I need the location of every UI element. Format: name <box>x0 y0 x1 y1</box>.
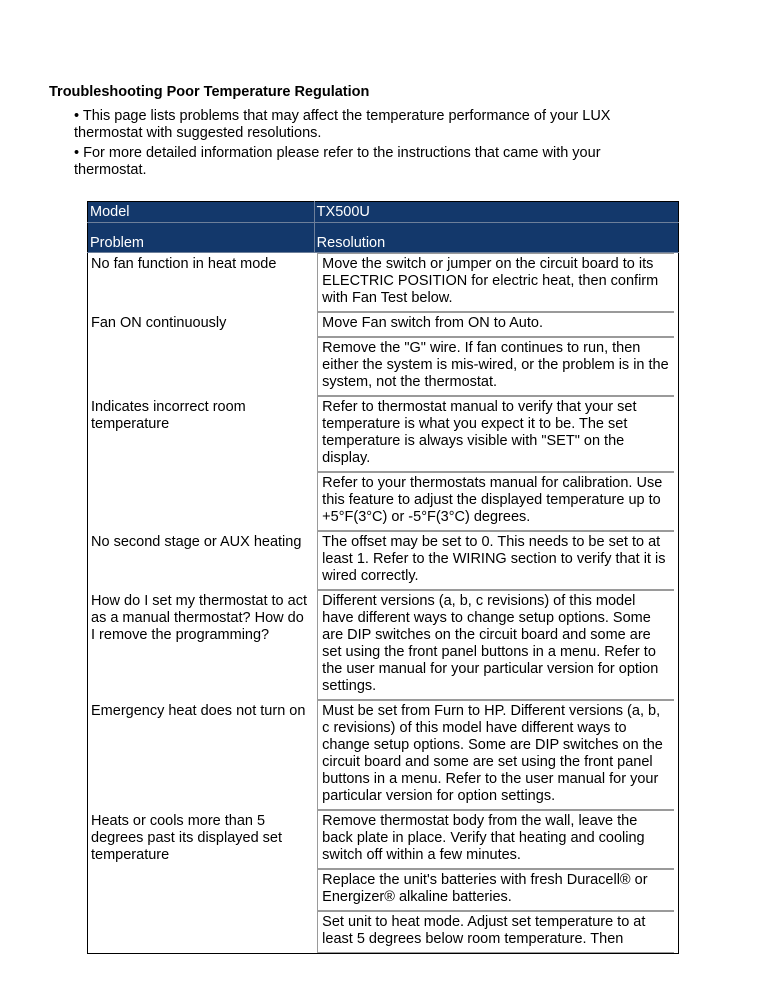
problem-text: Indicates incorrect room temperature <box>91 399 246 432</box>
resolution-text: Different versions (a, b, c revisions) of this model have different ways to change setup options. Some are DIP switches on the circuit board and some are set using the front panel buttons in a menu. Refer to the user manual for your particular version for option settings. <box>322 593 659 694</box>
table-row <box>88 810 679 954</box>
resolution-item <box>317 337 674 396</box>
problem-cell <box>88 810 315 954</box>
resolution-text: Move the switch or jumper on the circuit board to its ELECTRIC POSITION for electric heat, then confirm with Fan Test below. <box>322 256 659 306</box>
resolution-text: Refer to thermostat manual to verify that your set temperature is what you expect it to be. The set temperature is always visible with "SET" on the display. <box>322 399 637 466</box>
column-header-resolution: Resolution <box>314 233 678 253</box>
problem-cell <box>88 590 315 700</box>
resolution-text: The offset may be set to 0. This needs to be set to at least 1. Refer to the WIRING section to verify that it is wired correctly. <box>322 534 666 584</box>
resolution-item <box>317 911 674 953</box>
troubleshooting-table <box>87 201 679 954</box>
resolution-text: Refer to your thermostats manual for calibration. Use this feature to adjust the displayed temperature up to +5°F(3°C) or -5°F(3°C) degrees. <box>322 475 663 525</box>
resolution-cell <box>314 396 678 531</box>
model-label: Model <box>88 202 315 223</box>
resolution-text: Move Fan switch from ON to Auto. <box>322 315 543 331</box>
table-row <box>88 312 679 396</box>
resolution-cell <box>314 531 678 590</box>
table-header-spacer <box>88 223 679 234</box>
table-header-row <box>88 233 679 253</box>
resolution-cell <box>314 590 678 700</box>
resolution-item <box>317 253 674 312</box>
intro-paragraph: • This page lists problems that may affect the temperature performance of your LUX thermostat with suggested resolutions. <box>74 108 611 141</box>
problem-text: Emergency heat does not turn on <box>91 703 306 719</box>
table-model-row <box>88 202 679 223</box>
problem-cell <box>88 312 315 396</box>
table-row <box>88 531 679 590</box>
resolution-cell <box>314 700 678 810</box>
resolution-text: Replace the unit's batteries with fresh Duracell® or Energizer® alkaline batteries. <box>322 872 648 905</box>
resolution-item <box>317 312 674 337</box>
resolution-text: Remove the "G" wire. If fan continues to run, then either the system is mis-wired, or the problem is in the system, not the thermostat. <box>322 340 669 390</box>
intro-paragraph: • For more detailed information please refer to the instructions that came with your thermostat. <box>74 145 601 178</box>
resolution-item <box>317 531 674 590</box>
resolution-item <box>317 869 674 911</box>
table-row <box>88 396 679 531</box>
resolution-item <box>317 700 674 810</box>
page-title: Troubleshooting Poor Temperature Regulation <box>49 84 370 100</box>
problem-text: How do I set my thermostat to act as a manual thermostat? How do I remove the programming? <box>91 593 307 643</box>
resolution-item <box>317 590 674 700</box>
resolution-text: Set unit to heat mode. Adjust set temperature to at least 5 degrees below room temperature. Then <box>322 914 646 947</box>
resolution-cell <box>314 312 678 396</box>
model-value: TX500U <box>314 202 678 223</box>
problem-text: Heats or cools more than 5 degrees past its displayed set temperature <box>91 813 283 863</box>
problem-cell <box>88 531 315 590</box>
resolution-cell <box>314 253 678 313</box>
table-row <box>88 253 679 313</box>
problem-cell <box>88 396 315 531</box>
table-row <box>88 590 679 700</box>
resolution-item <box>317 810 674 869</box>
problem-text: No fan function in heat mode <box>91 256 277 272</box>
resolution-item <box>317 472 674 531</box>
problem-text: Fan ON continuously <box>91 315 227 331</box>
table-row <box>88 700 679 810</box>
resolution-text: Must be set from Furn to HP. Different versions (a, b, c revisions) of this model have different ways to change setup options. Some are DIP switches on the circuit board and some are set using the front panel buttons in a menu. Refer to the user manual for your particular version for option settings. <box>322 703 663 804</box>
resolution-text: Remove thermostat body from the wall, leave the back plate in place. Verify that heating and cooling switch off within a few minutes. <box>322 813 645 863</box>
resolution-item <box>317 396 674 472</box>
column-header-problem: Problem <box>88 233 315 253</box>
problem-cell <box>88 700 315 810</box>
problem-text: No second stage or AUX heating <box>91 534 302 550</box>
resolution-cell <box>314 810 678 954</box>
problem-cell <box>88 253 315 313</box>
